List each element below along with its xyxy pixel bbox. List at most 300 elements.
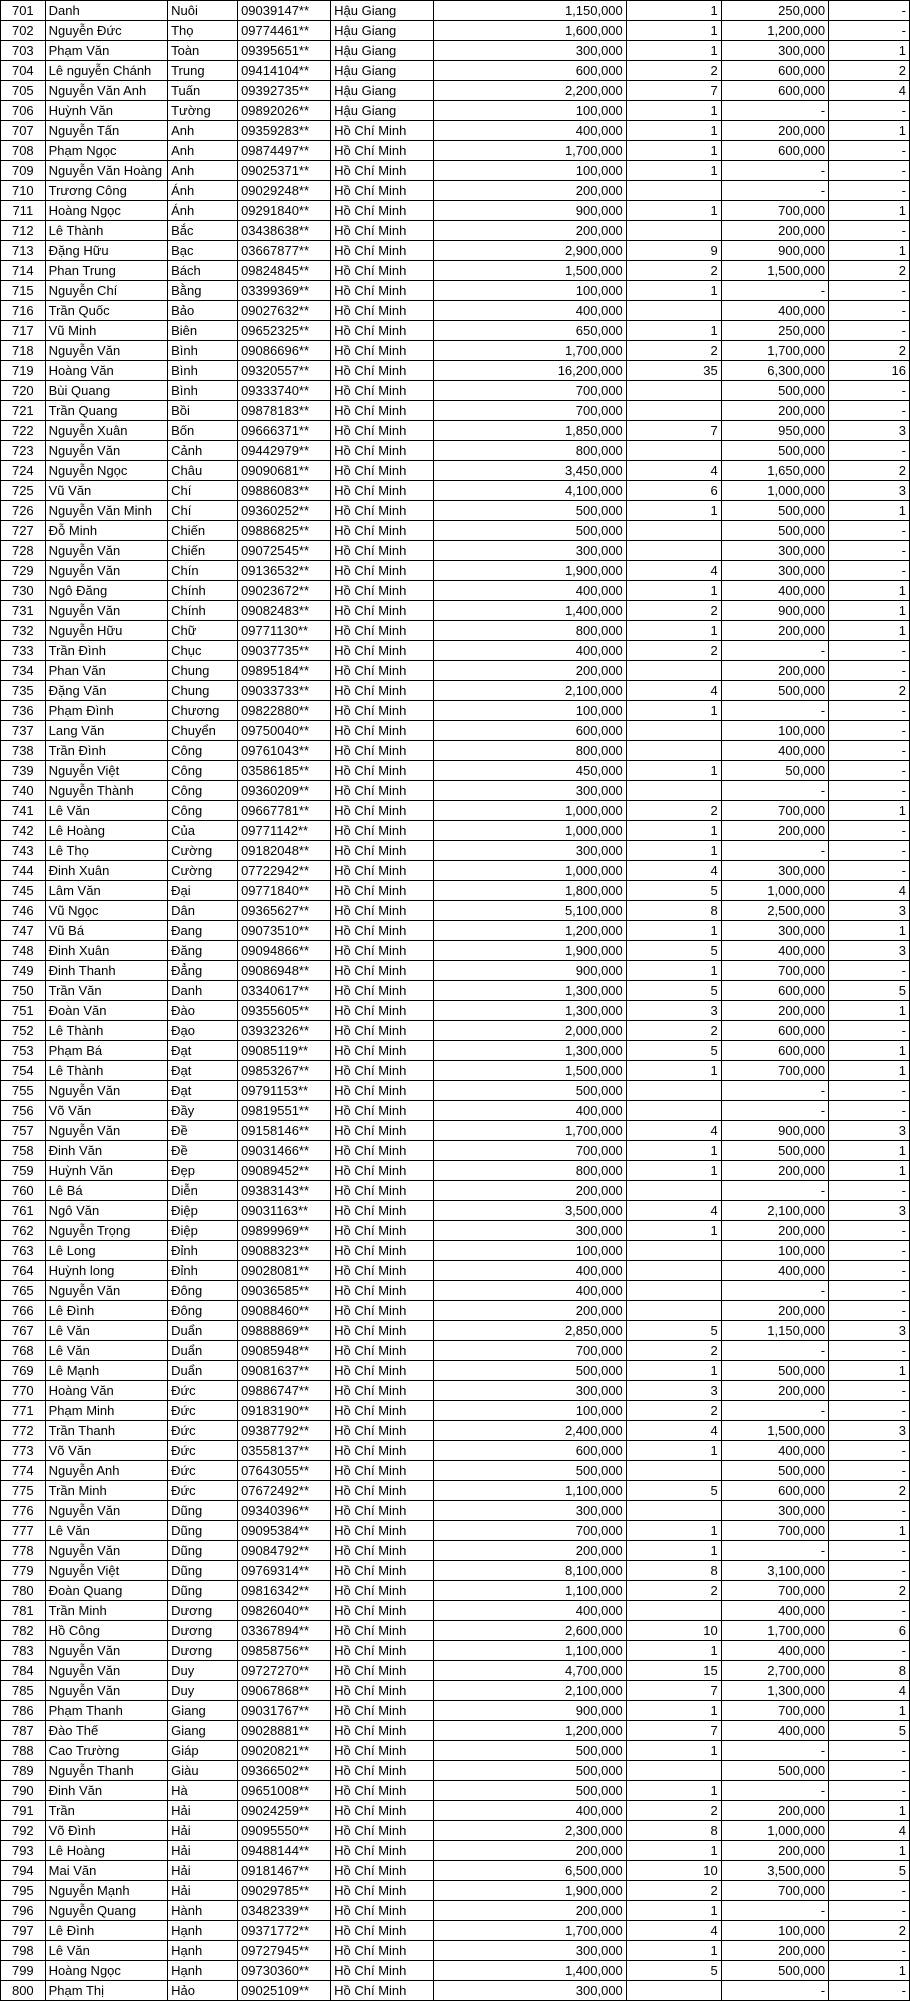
family-name-cell: Đinh Văn — [45, 1781, 167, 1801]
table-row — [1, 1821, 910, 1841]
province-cell: Hồ Chí Minh — [331, 1561, 434, 1581]
count-cell — [626, 1461, 721, 1481]
given-name-cell: Công — [168, 781, 238, 801]
amount-cell: 1,200,000 — [433, 1721, 626, 1741]
amount-2-cell: 600,000 — [721, 981, 828, 1001]
amount-2-cell: 1,150,000 — [721, 1321, 828, 1341]
table-row — [1, 1201, 910, 1221]
family-name-cell: Danh — [45, 1, 167, 21]
given-name-cell: Chính — [168, 581, 238, 601]
count-cell: 1 — [626, 1141, 721, 1161]
family-name-cell: Vũ Minh — [45, 321, 167, 341]
count-2-cell: 3 — [829, 941, 910, 961]
row-number-cell: 731 — [1, 601, 46, 621]
amount-cell: 1,400,000 — [433, 1961, 626, 1981]
amount-2-cell: 200,000 — [721, 1161, 828, 1181]
table-row — [1, 1461, 910, 1481]
phone-cell: 09033733** — [238, 681, 331, 701]
given-name-cell: Chí — [168, 481, 238, 501]
row-number-cell: 714 — [1, 261, 46, 281]
phone-cell: 09771840** — [238, 881, 331, 901]
count-cell: 1 — [626, 101, 721, 121]
amount-2-cell: 250,000 — [721, 321, 828, 341]
amount-cell: 300,000 — [433, 781, 626, 801]
phone-cell: 09414104** — [238, 61, 331, 81]
family-name-cell: Trần Minh — [45, 1481, 167, 1501]
province-cell: Hồ Chí Minh — [331, 281, 434, 301]
family-name-cell: Mai Văn — [45, 1861, 167, 1881]
table-row — [1, 261, 910, 281]
amount-2-cell: 700,000 — [721, 1881, 828, 1901]
amount-cell: 100,000 — [433, 1401, 626, 1421]
table-row — [1, 481, 910, 501]
amount-cell: 200,000 — [433, 1301, 626, 1321]
province-cell: Hồ Chí Minh — [331, 761, 434, 781]
table-row — [1, 1261, 910, 1281]
family-name-cell: Võ Văn — [45, 1101, 167, 1121]
given-name-cell: Dũng — [168, 1541, 238, 1561]
amount-2-cell: - — [721, 781, 828, 801]
table-row — [1, 681, 910, 701]
province-cell: Hồ Chí Minh — [331, 1141, 434, 1161]
given-name-cell: Nuôi — [168, 1, 238, 21]
given-name-cell: Biên — [168, 321, 238, 341]
count-cell: 2 — [626, 1401, 721, 1421]
count-cell: 1 — [626, 1641, 721, 1661]
table-row — [1, 561, 910, 581]
count-cell: 4 — [626, 561, 721, 581]
amount-2-cell: 1,200,000 — [721, 21, 828, 41]
phone-cell: 09858756** — [238, 1641, 331, 1661]
given-name-cell: Giang — [168, 1701, 238, 1721]
count-2-cell: - — [829, 781, 910, 801]
phone-cell: 09031767** — [238, 1701, 331, 1721]
phone-cell: 09024259** — [238, 1801, 331, 1821]
phone-cell: 09774461** — [238, 21, 331, 41]
family-name-cell: Lê Long — [45, 1241, 167, 1261]
amount-2-cell: 100,000 — [721, 1241, 828, 1261]
amount-2-cell: 500,000 — [721, 1461, 828, 1481]
province-cell: Hồ Chí Minh — [331, 1401, 434, 1421]
count-cell: 15 — [626, 1661, 721, 1681]
province-cell: Hồ Chí Minh — [331, 341, 434, 361]
table-row — [1, 721, 910, 741]
count-cell: 1 — [626, 1361, 721, 1381]
count-cell: 1 — [626, 1781, 721, 1801]
count-cell: 1 — [626, 1521, 721, 1541]
count-cell: 2 — [626, 1581, 721, 1601]
phone-cell: 09488144** — [238, 1841, 331, 1861]
family-name-cell: Vũ Bá — [45, 921, 167, 941]
table-row — [1, 901, 910, 921]
amount-2-cell: 500,000 — [721, 1961, 828, 1981]
amount-cell: 1,100,000 — [433, 1641, 626, 1661]
family-name-cell: Phạm Thị — [45, 1981, 167, 2001]
count-2-cell: - — [829, 1021, 910, 1041]
row-number-cell: 775 — [1, 1481, 46, 1501]
count-2-cell: - — [829, 281, 910, 301]
row-number-cell: 800 — [1, 1981, 46, 2001]
amount-2-cell: - — [721, 1901, 828, 1921]
amount-2-cell: - — [721, 701, 828, 721]
phone-cell: 09095550** — [238, 1821, 331, 1841]
given-name-cell: Giáp — [168, 1741, 238, 1761]
family-name-cell: Lê Văn — [45, 1341, 167, 1361]
amount-cell: 800,000 — [433, 441, 626, 461]
count-2-cell: 1 — [829, 921, 910, 941]
amount-2-cell: - — [721, 1341, 828, 1361]
amount-cell: 600,000 — [433, 61, 626, 81]
province-cell: Hồ Chí Minh — [331, 1361, 434, 1381]
given-name-cell: Đức — [168, 1441, 238, 1461]
given-name-cell: Bạc — [168, 241, 238, 261]
count-cell: 1 — [626, 1441, 721, 1461]
province-cell: Hồ Chí Minh — [331, 1881, 434, 1901]
row-number-cell: 752 — [1, 1021, 46, 1041]
province-cell: Hồ Chí Minh — [331, 621, 434, 641]
given-name-cell: Của — [168, 821, 238, 841]
province-cell: Hồ Chí Minh — [331, 1841, 434, 1861]
row-number-cell: 707 — [1, 121, 46, 141]
table-row — [1, 1061, 910, 1081]
count-2-cell: - — [829, 1441, 910, 1461]
phone-cell: 09666371** — [238, 421, 331, 441]
count-cell — [626, 221, 721, 241]
row-number-cell: 721 — [1, 401, 46, 421]
family-name-cell: Lâm Văn — [45, 881, 167, 901]
amount-2-cell: 700,000 — [721, 1521, 828, 1541]
amount-cell: 200,000 — [433, 661, 626, 681]
family-name-cell: Đoàn Văn — [45, 1001, 167, 1021]
count-cell — [626, 1181, 721, 1201]
family-name-cell: Cao Trường — [45, 1741, 167, 1761]
count-cell: 4 — [626, 861, 721, 881]
family-name-cell: Trần — [45, 1801, 167, 1821]
given-name-cell: Đẹp — [168, 1161, 238, 1181]
count-2-cell: - — [829, 1461, 910, 1481]
amount-2-cell: 3,500,000 — [721, 1861, 828, 1881]
amount-2-cell: 600,000 — [721, 1481, 828, 1501]
count-2-cell: 1 — [829, 121, 910, 141]
given-name-cell: Cường — [168, 861, 238, 881]
table-row — [1, 801, 910, 821]
given-name-cell: Hải — [168, 1801, 238, 1821]
given-name-cell: Chiến — [168, 521, 238, 541]
province-cell: Hồ Chí Minh — [331, 141, 434, 161]
count-2-cell: 5 — [829, 1861, 910, 1881]
given-name-cell: Giàu — [168, 1761, 238, 1781]
phone-cell: 09090681** — [238, 461, 331, 481]
row-number-cell: 750 — [1, 981, 46, 1001]
amount-2-cell: 400,000 — [721, 941, 828, 961]
row-number-cell: 796 — [1, 1901, 46, 1921]
province-cell: Hồ Chí Minh — [331, 161, 434, 181]
family-name-cell: Đặng Văn — [45, 681, 167, 701]
amount-cell: 2,100,000 — [433, 1681, 626, 1701]
given-name-cell: Công — [168, 801, 238, 821]
table-row — [1, 661, 910, 681]
count-2-cell: 8 — [829, 1661, 910, 1681]
province-cell: Hồ Chí Minh — [331, 1741, 434, 1761]
family-name-cell: Đỗ Minh — [45, 521, 167, 541]
amount-cell: 500,000 — [433, 501, 626, 521]
amount-2-cell: 100,000 — [721, 721, 828, 741]
count-2-cell: - — [829, 441, 910, 461]
province-cell: Hồ Chí Minh — [331, 961, 434, 981]
amount-2-cell: 1,500,000 — [721, 261, 828, 281]
amount-2-cell: 2,500,000 — [721, 901, 828, 921]
given-name-cell: Đạo — [168, 1021, 238, 1041]
amount-cell: 1,300,000 — [433, 1001, 626, 1021]
family-name-cell: Nguyễn Văn — [45, 541, 167, 561]
row-number-cell: 729 — [1, 561, 46, 581]
province-cell: Hồ Chí Minh — [331, 321, 434, 341]
province-cell: Hậu Giang — [331, 101, 434, 121]
row-number-cell: 797 — [1, 1921, 46, 1941]
count-2-cell: - — [829, 1341, 910, 1361]
amount-2-cell: 500,000 — [721, 1361, 828, 1381]
row-number-cell: 770 — [1, 1381, 46, 1401]
row-number-cell: 743 — [1, 841, 46, 861]
province-cell: Hồ Chí Minh — [331, 941, 434, 961]
given-name-cell: Danh — [168, 981, 238, 1001]
count-cell: 7 — [626, 1721, 721, 1741]
row-number-cell: 701 — [1, 1, 46, 21]
table-row — [1, 881, 910, 901]
province-cell: Hồ Chí Minh — [331, 1581, 434, 1601]
count-2-cell: 1 — [829, 41, 910, 61]
amount-cell: 400,000 — [433, 1801, 626, 1821]
phone-cell: 09824845** — [238, 261, 331, 281]
row-number-cell: 730 — [1, 581, 46, 601]
count-cell — [626, 301, 721, 321]
amount-cell: 1,000,000 — [433, 821, 626, 841]
phone-cell: 09037735** — [238, 641, 331, 661]
phone-cell: 07722942** — [238, 861, 331, 881]
amount-2-cell: 500,000 — [721, 1761, 828, 1781]
given-name-cell: Đầy — [168, 1101, 238, 1121]
table-row — [1, 821, 910, 841]
count-2-cell: 1 — [829, 1841, 910, 1861]
phone-cell: 09086696** — [238, 341, 331, 361]
amount-2-cell: 200,000 — [721, 821, 828, 841]
given-name-cell: Hảo — [168, 1981, 238, 2001]
province-cell: Hồ Chí Minh — [331, 1041, 434, 1061]
province-cell: Hồ Chí Minh — [331, 1481, 434, 1501]
amount-cell: 2,000,000 — [433, 1021, 626, 1041]
table-row — [1, 1101, 910, 1121]
province-cell: Hồ Chí Minh — [331, 1001, 434, 1021]
amount-2-cell: 700,000 — [721, 801, 828, 821]
count-cell: 35 — [626, 361, 721, 381]
amount-2-cell: 400,000 — [721, 1641, 828, 1661]
amount-2-cell: 200,000 — [721, 221, 828, 241]
amount-cell: 1,000,000 — [433, 801, 626, 821]
province-cell: Hồ Chí Minh — [331, 981, 434, 1001]
amount-cell: 4,100,000 — [433, 481, 626, 501]
family-name-cell: Nguyễn Thành — [45, 781, 167, 801]
phone-cell: 09031163** — [238, 1201, 331, 1221]
family-name-cell: Lê Văn — [45, 1521, 167, 1541]
given-name-cell: Bắc — [168, 221, 238, 241]
amount-cell: 3,450,000 — [433, 461, 626, 481]
amount-2-cell: 1,500,000 — [721, 1421, 828, 1441]
count-2-cell: - — [829, 401, 910, 421]
family-name-cell: Lê Đình — [45, 1921, 167, 1941]
count-cell: 1 — [626, 581, 721, 601]
phone-cell: 09667781** — [238, 801, 331, 821]
row-number-cell: 762 — [1, 1221, 46, 1241]
count-2-cell: - — [829, 181, 910, 201]
row-number-cell: 710 — [1, 181, 46, 201]
province-cell: Hồ Chí Minh — [331, 521, 434, 541]
given-name-cell: Dũng — [168, 1561, 238, 1581]
phone-cell: 09136532** — [238, 561, 331, 581]
count-2-cell: 1 — [829, 1061, 910, 1081]
count-2-cell: - — [829, 1081, 910, 1101]
table-row — [1, 761, 910, 781]
count-cell: 1 — [626, 41, 721, 61]
phone-cell: 09819551** — [238, 1101, 331, 1121]
amount-2-cell: 700,000 — [721, 1061, 828, 1081]
province-cell: Hồ Chí Minh — [331, 581, 434, 601]
table-row — [1, 1281, 910, 1301]
province-cell: Hồ Chí Minh — [331, 1941, 434, 1961]
family-name-cell: Nguyễn Văn — [45, 1281, 167, 1301]
amount-cell: 2,850,000 — [433, 1321, 626, 1341]
count-2-cell: 3 — [829, 1421, 910, 1441]
count-cell: 4 — [626, 461, 721, 481]
row-number-cell: 741 — [1, 801, 46, 821]
table-row — [1, 1881, 910, 1901]
count-cell: 6 — [626, 481, 721, 501]
table-row — [1, 1761, 910, 1781]
amount-2-cell: - — [721, 1101, 828, 1121]
count-cell: 5 — [626, 1041, 721, 1061]
count-cell — [626, 441, 721, 461]
row-number-cell: 777 — [1, 1521, 46, 1541]
row-number-cell: 734 — [1, 661, 46, 681]
table-row — [1, 1641, 910, 1661]
phone-cell: 09320557** — [238, 361, 331, 381]
count-cell: 1 — [626, 841, 721, 861]
row-number-cell: 782 — [1, 1621, 46, 1641]
count-cell: 1 — [626, 761, 721, 781]
phone-cell: 09183190** — [238, 1401, 331, 1421]
row-number-cell: 778 — [1, 1541, 46, 1561]
count-2-cell: - — [829, 721, 910, 741]
amount-2-cell: 200,000 — [721, 1221, 828, 1241]
count-cell: 1 — [626, 1941, 721, 1961]
phone-cell: 09874497** — [238, 141, 331, 161]
province-cell: Hồ Chí Minh — [331, 1821, 434, 1841]
row-number-cell: 784 — [1, 1661, 46, 1681]
province-cell: Hồ Chí Minh — [331, 1241, 434, 1261]
amount-cell: 500,000 — [433, 1361, 626, 1381]
count-2-cell: - — [829, 521, 910, 541]
count-cell: 1 — [626, 141, 721, 161]
table-row — [1, 161, 910, 181]
count-cell — [626, 1761, 721, 1781]
count-cell — [626, 1101, 721, 1121]
amount-2-cell: 200,000 — [721, 621, 828, 641]
amount-2-cell: 400,000 — [721, 581, 828, 601]
count-cell — [626, 1601, 721, 1621]
amount-2-cell: 6,300,000 — [721, 361, 828, 381]
table-row — [1, 621, 910, 641]
count-2-cell: - — [829, 1241, 910, 1261]
family-name-cell: Hồ Công — [45, 1621, 167, 1641]
province-cell: Hồ Chí Minh — [331, 441, 434, 461]
count-2-cell: - — [829, 961, 910, 981]
province-cell: Hồ Chí Minh — [331, 561, 434, 581]
province-cell: Hồ Chí Minh — [331, 1101, 434, 1121]
table-row — [1, 1721, 910, 1741]
count-cell: 8 — [626, 1821, 721, 1841]
row-number-cell: 772 — [1, 1421, 46, 1441]
amount-cell: 400,000 — [433, 1601, 626, 1621]
family-name-cell: Lê Bá — [45, 1181, 167, 1201]
phone-cell: 09771142** — [238, 821, 331, 841]
given-name-cell: Thọ — [168, 21, 238, 41]
phone-cell: 09039147** — [238, 1, 331, 21]
count-2-cell: 5 — [829, 981, 910, 1001]
amount-2-cell: 500,000 — [721, 381, 828, 401]
province-cell: Hồ Chí Minh — [331, 661, 434, 681]
amount-2-cell: - — [721, 641, 828, 661]
given-name-cell: Duy — [168, 1681, 238, 1701]
row-number-cell: 760 — [1, 1181, 46, 1201]
amount-cell: 1,150,000 — [433, 1, 626, 21]
phone-cell: 03399369** — [238, 281, 331, 301]
family-name-cell: Huỳnh Văn — [45, 1161, 167, 1181]
table-row — [1, 1241, 910, 1261]
row-number-cell: 785 — [1, 1681, 46, 1701]
count-cell: 1 — [626, 1541, 721, 1561]
row-number-cell: 723 — [1, 441, 46, 461]
table-row — [1, 281, 910, 301]
amount-2-cell: 900,000 — [721, 241, 828, 261]
amount-2-cell: 500,000 — [721, 501, 828, 521]
province-cell: Hồ Chí Minh — [331, 1261, 434, 1281]
row-number-cell: 724 — [1, 461, 46, 481]
row-number-cell: 716 — [1, 301, 46, 321]
province-cell: Hồ Chí Minh — [331, 861, 434, 881]
count-cell: 2 — [626, 1021, 721, 1041]
family-name-cell: Trần Quang — [45, 401, 167, 421]
count-cell: 2 — [626, 341, 721, 361]
count-2-cell: - — [829, 1401, 910, 1421]
family-name-cell: Lê Đình — [45, 1301, 167, 1321]
amount-cell: 400,000 — [433, 121, 626, 141]
row-number-cell: 768 — [1, 1341, 46, 1361]
given-name-cell: Công — [168, 761, 238, 781]
given-name-cell: Bình — [168, 381, 238, 401]
row-number-cell: 709 — [1, 161, 46, 181]
amount-cell: 1,200,000 — [433, 921, 626, 941]
row-number-cell: 787 — [1, 1721, 46, 1741]
count-2-cell: - — [829, 1941, 910, 1961]
province-cell: Hồ Chí Minh — [331, 721, 434, 741]
family-name-cell: Nguyễn Tấn — [45, 121, 167, 141]
table-row — [1, 1221, 910, 1241]
count-cell — [626, 181, 721, 201]
amount-2-cell: 100,000 — [721, 1921, 828, 1941]
count-2-cell: - — [829, 1221, 910, 1241]
amount-cell: 5,100,000 — [433, 901, 626, 921]
family-name-cell: Ngô Văn — [45, 1201, 167, 1221]
table-row — [1, 921, 910, 941]
